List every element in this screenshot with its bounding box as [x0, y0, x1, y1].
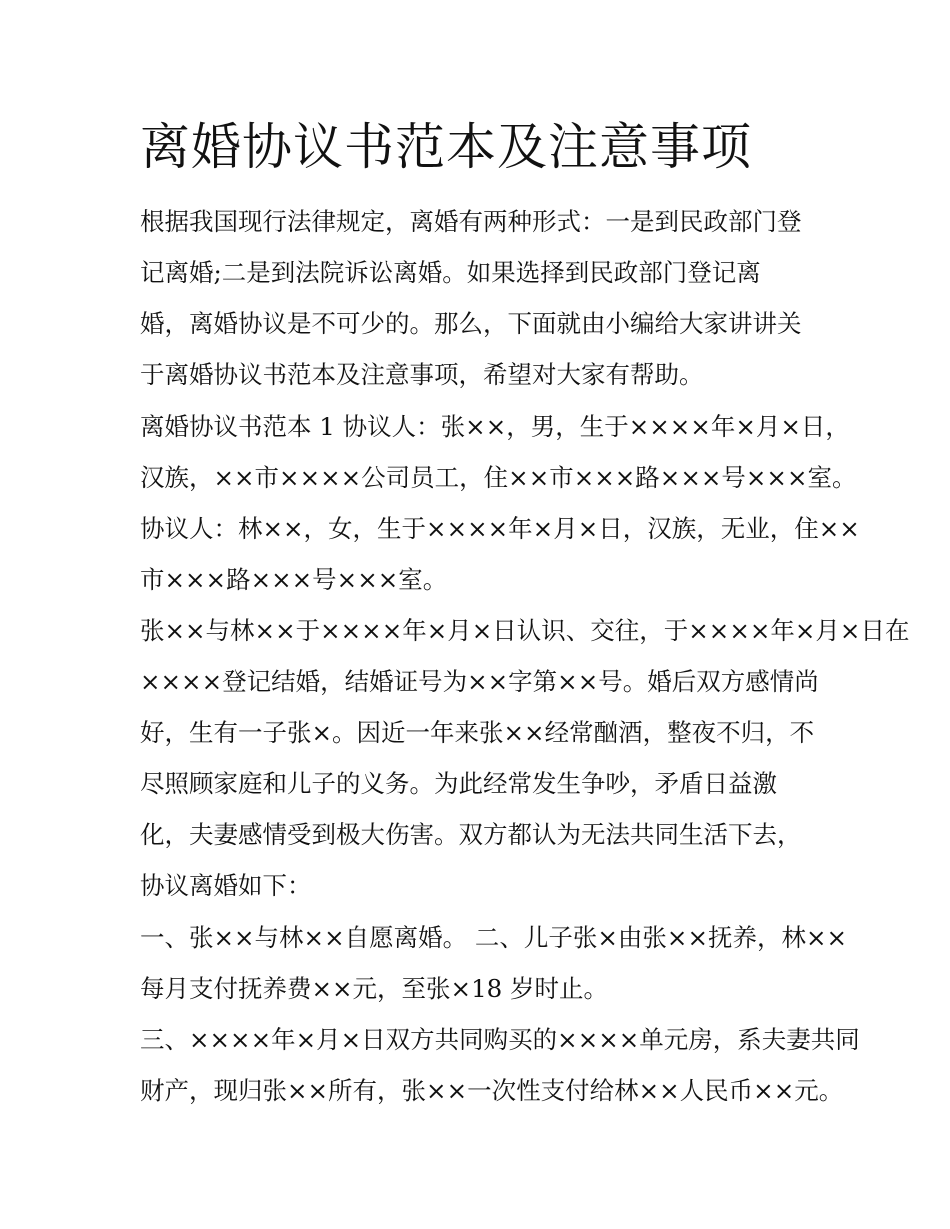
text-line: 尽照顾家庭和儿子的义务。为此经常发生争吵，矛盾日益激 — [140, 769, 777, 798]
text-line: 于离婚协议书范本及注意事项，希望对大家有帮助。 — [140, 360, 704, 389]
text-line: 协议人：林××，女，生于××××年×月×日，汉族，无业，住×× — [140, 514, 860, 543]
text-line: 三、××××年×月×日双方共同购买的××××单元房，系夫妻共同 — [140, 1025, 860, 1054]
text-line: 一、张××与林××自愿离婚。 二、儿子张×由张××抚养，林×× — [140, 923, 848, 952]
text-line: 化，夫妻感情受到极大伤害。双方都认为无法共同生活下去， — [140, 820, 802, 849]
text-line: 根据我国现行法律规定，离婚有两种形式：一是到民政部门登 — [140, 207, 802, 236]
text-line: 协议离婚如下： — [140, 871, 312, 900]
text-line: 离婚协议书范本 1 协议人：张××，男，生于××××年×月×日， — [140, 412, 850, 441]
text-line: 每月支付抚养费××元，至张×18 岁时止。 — [140, 974, 609, 1003]
text-line: 财产，现归张××所有，张××一次性支付给林××人民币××元。 — [140, 1076, 844, 1105]
text-line: 好，生有一子张×。因近一年来张××经常酗酒，整夜不归，不 — [140, 718, 815, 747]
text-line: ××××登记结婚，结婚证号为××字第××号。婚后双方感情尚 — [140, 667, 819, 696]
text-line: 市×××路×××号×××室。 — [140, 565, 448, 594]
text-line: 汉族，××市××××公司员工，住××市×××路×××号×××室。 — [140, 463, 857, 492]
text-line: 记离婚;二是到法院诉讼离婚。如果选择到民政部门登记离 — [140, 258, 761, 287]
document-title: 离婚协议书范本及注意事项 — [140, 118, 752, 176]
text-line: 婚，离婚协议是不可少的。那么，下面就由小编给大家讲讲关 — [140, 309, 802, 338]
text-line: 张××与林××于××××年×月×日认识、交往，于××××年×月×日在 — [140, 616, 910, 645]
